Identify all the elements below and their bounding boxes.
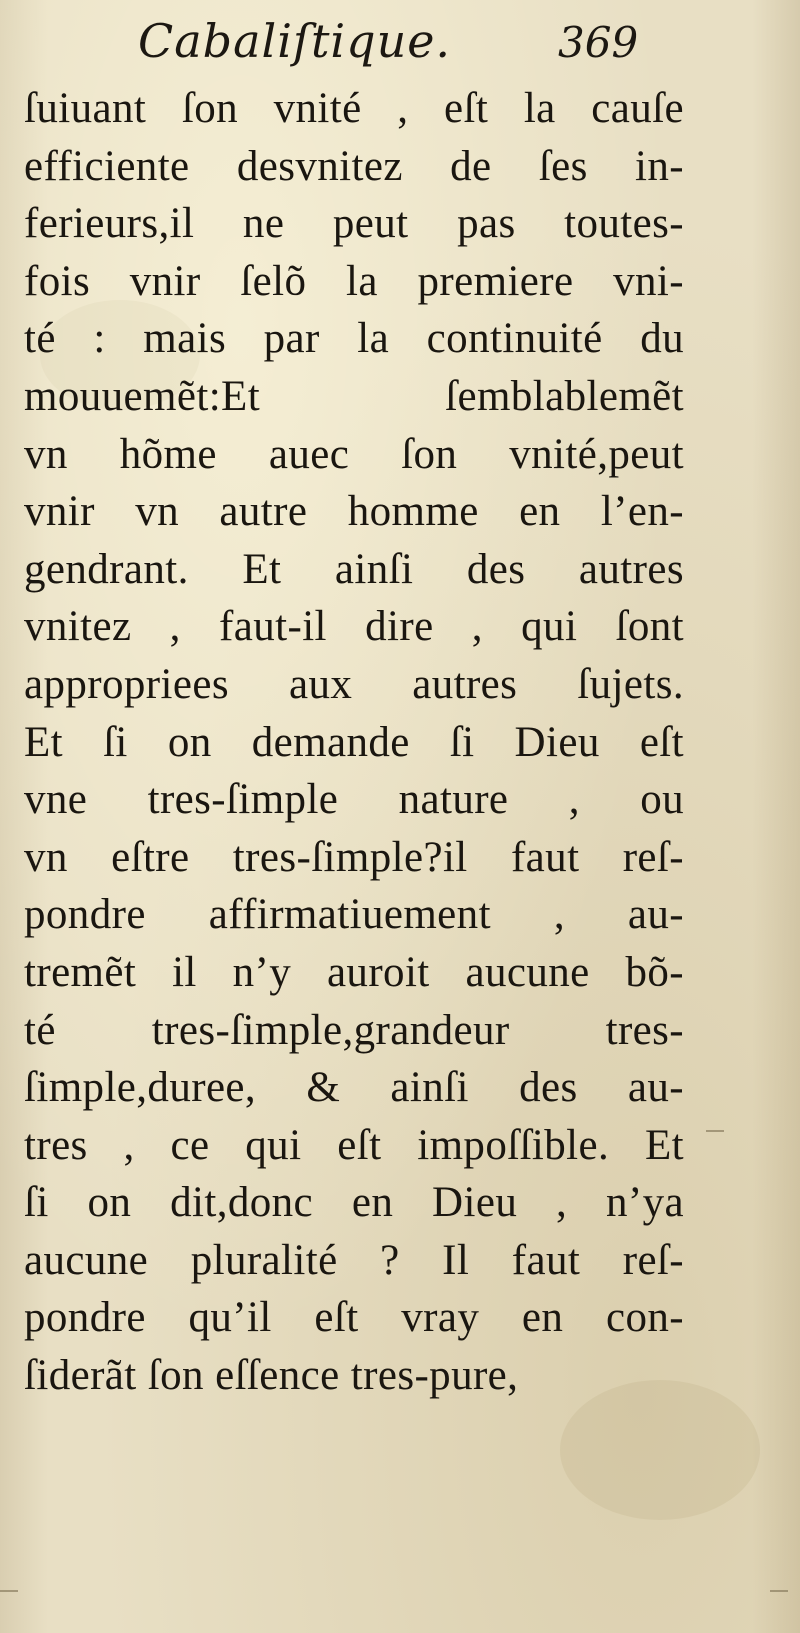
text-line: té tres-ſimple,grandeur tres- [24,1006,684,1054]
text-line: vnir vn autre homme en l’en- [24,488,684,536]
text-line: efficiente desvnitez de ſes in- [24,142,684,190]
text-line: ſiderãt ſon eſſence tres-pure, [24,1352,519,1400]
margin-mark [706,1130,724,1132]
text-line: ferieurs,il ne peut pas toutes- [24,200,684,248]
text-line: vn hõme auec ſon vnité,peut [24,430,684,478]
text-line: vn eſtre tres-ſimple?il faut reſ- [24,833,684,881]
text-line: pondre affirmatiuement , au- [24,891,684,939]
text-line: tremẽt il n’y auroit aucune bõ- [24,948,684,996]
text-line: vnitez , faut-il dire , qui ſont [24,603,684,651]
margin-mark [770,1590,788,1592]
text-line: gendrant. Et ainſi des autres [24,545,684,593]
text-block [24,80,684,1405]
text-line: vne tres-ſimple nature , ou [24,776,684,824]
page-number: 369 [558,18,639,67]
text-line: fois vnir ſelõ la premiere vni- [24,257,684,305]
margin-mark [0,1590,18,1592]
text-line: aucune pluralité ? Il faut reſ- [24,1236,684,1284]
text-line: tres , ce qui eſt impoſſible. Et [24,1121,684,1169]
text-line: pondre qu’il eſt vray en con- [24,1294,684,1342]
text-line: té : mais par la continuité du [24,315,684,363]
text-line: ſimple,duree, & ainſi des au- [24,1064,684,1112]
text-line: ſuiuant ſon vnité , eſt la cauſe [24,85,684,132]
text-line: mouuemẽt:Et ſemblablemẽt [24,372,684,420]
text-line: appropriees aux autres ſujets. [24,660,684,708]
running-title: Cabaliſtique. [138,14,452,68]
text-line: Et ſi on demande ſi Dieu eſt [24,718,684,766]
text-line: ſi on dit,donc en Dieu , n’ya [24,1179,684,1227]
running-head [128,14,668,78]
